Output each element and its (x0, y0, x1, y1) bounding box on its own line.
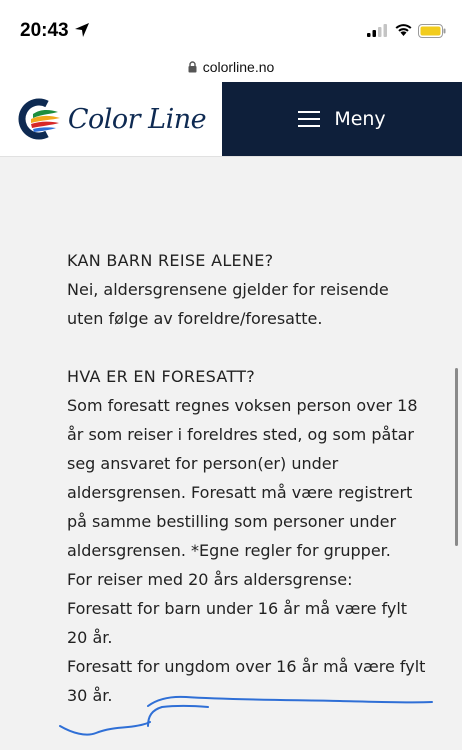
faq-item (67, 362, 442, 710)
battery-icon (418, 24, 446, 38)
faq-answer-line: på samme bestilling som personer under (67, 512, 397, 531)
site-header (0, 82, 462, 157)
faq-answer-line: Som foresatt regnes voksen person over 18 (67, 396, 418, 415)
wifi-icon (394, 22, 413, 37)
faq-question: HVA ER EN FORESATT? (67, 367, 256, 386)
faq-question: KAN BARN REISE ALENE? (67, 251, 274, 270)
faq-answer-line: 20 år. (67, 628, 113, 647)
location-arrow-icon (74, 22, 90, 38)
faq-answer-line: uten følge av foreldre/foresatte. (67, 309, 323, 328)
faq-answer-line: aldersgrensen. Foresatt må være registrert (67, 483, 413, 502)
brand-name: Color Line (67, 103, 207, 135)
brand-logo[interactable] (0, 82, 222, 156)
status-bar (0, 0, 462, 52)
menu-label: Meny (334, 108, 386, 130)
lock-icon (188, 61, 197, 73)
faq-answer-line: Nei, aldersgrensene gjelder for reisende (67, 280, 389, 299)
url-text: colorline.no (202, 59, 275, 75)
faq-answer-line: år som reiser i foreldres sted, og som påtar (67, 425, 414, 444)
faq-answer-line: Foresatt for ungdom over 16 år må være fylt (67, 657, 426, 676)
signal-icon (367, 24, 387, 37)
faq-content (67, 246, 442, 739)
faq-answer-line: 30 år. (67, 686, 113, 705)
faq-item (67, 246, 442, 333)
menu-button[interactable] (222, 82, 462, 156)
hamburger-icon (298, 111, 320, 127)
scrollbar[interactable] (455, 368, 458, 546)
faq-answer-line: For reiser med 20 års aldersgrense: (67, 570, 353, 589)
faq-answer-line: Foresatt for barn under 16 år må være fylt (67, 599, 408, 618)
faq-answer-line: aldersgrensen. *Egne regler for grupper. (67, 541, 391, 560)
status-time: 20:43 (20, 20, 69, 41)
faq-answer-line: seg ansvaret for person(er) under (67, 454, 339, 473)
address-bar[interactable] (0, 52, 462, 82)
color-line-logo-icon (16, 96, 62, 142)
